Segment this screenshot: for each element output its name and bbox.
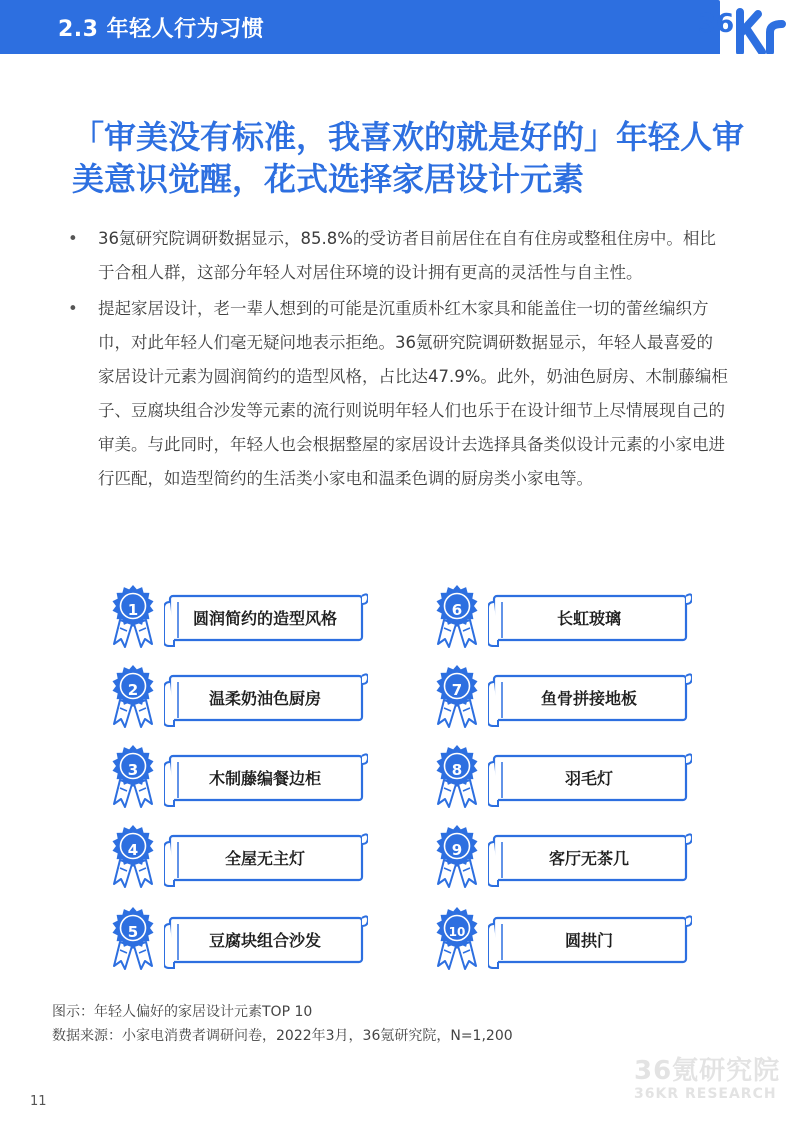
svg-text:36: 36 [698, 9, 735, 39]
rank-number: 3 [127, 761, 139, 779]
element-label: 圆拱门 [564, 930, 613, 950]
rank-number: 2 [127, 681, 139, 699]
top-element-item [108, 748, 372, 812]
element-label: 客厅无茶几 [548, 848, 629, 868]
element-label: 鱼骨拼接地板 [540, 688, 637, 708]
element-label: 豆腐块组合沙发 [208, 930, 321, 950]
element-label: 温柔奶油色厨房 [208, 688, 321, 708]
page-headline: 「审美没有标准，我喜欢的就是好的」年轻人审美意识觉醒，花式选择家居设计元素 [72, 118, 745, 198]
rank-number: 10 [448, 925, 466, 939]
top-element-item [432, 748, 696, 812]
rank-number: 1 [127, 601, 139, 619]
section-header-bar [0, 0, 720, 54]
top-element-item [432, 668, 696, 732]
rank-number: 5 [127, 923, 139, 941]
rank-number: 4 [127, 841, 139, 859]
top-element-item [108, 588, 372, 652]
element-label: 长虹玻璃 [556, 608, 621, 628]
section-title: 2.3 年轻人行为习惯 [58, 17, 265, 42]
rank-number: 9 [451, 841, 463, 859]
top-element-item [108, 668, 372, 732]
bullet-paragraph: • 提起家居设计，老一辈人想到的可能是沉重质朴红木家具和能盖住一切的蕾丝编织方巾，对此年轻人们毫无疑问地表示拒绝。36氪研究院调研数据显示，年轻人最喜爱的家居设计元素为圆润简约的造型风格，占比达47.9%。此外，奶油色厨房、木制藤编柜子、豆腐块组合沙发等元素的流行则说明年轻人们也乐于在设计细节上尽情展现自己的审美。与此同时，年轻人也会根据整屋的家居设计去选择具备类似设计元素的小家电进行匹配，如造型简约的生活类小家电和温柔色调的厨房类小家电等。 [68, 292, 728, 496]
data-source: 数据来源：小家电消费者调研问卷，2022年3月，36氪研究院，N=1,200 [52, 1028, 513, 1044]
36kr-logo [696, 2, 794, 54]
top-element-item [108, 828, 372, 892]
element-label: 全屋无主灯 [224, 848, 305, 868]
rank-number: 7 [451, 681, 463, 699]
page-number: 11 [30, 1094, 47, 1109]
figure-title: 图示：年轻人偏好的家居设计元素TOP 10 [52, 1004, 313, 1020]
body-bullet-list [68, 222, 728, 496]
rank-number: 8 [451, 761, 463, 779]
top-element-item [432, 588, 696, 652]
element-label: 圆润简约的造型风格 [192, 608, 337, 628]
top-element-item [108, 910, 372, 974]
watermark-cn: 36氪研究院 [634, 1056, 781, 1086]
bullet-paragraph: • 36氪研究院调研数据显示，85.8%的受访者目前居住在自有住房或整租住房中。相比于合租人群，这部分年轻人对居住环境的设计拥有更高的灵活性与自主性。 [68, 222, 728, 290]
watermark-en: 36KR RESEARCH [634, 1086, 777, 1102]
top-element-item [432, 910, 696, 974]
figure-caption [52, 1000, 513, 1048]
element-label: 木制藤编餐边柜 [208, 768, 321, 788]
element-label: 羽毛灯 [564, 768, 613, 788]
rank-number: 6 [451, 601, 463, 619]
research-watermark [634, 1056, 784, 1102]
top-element-item [432, 828, 696, 892]
